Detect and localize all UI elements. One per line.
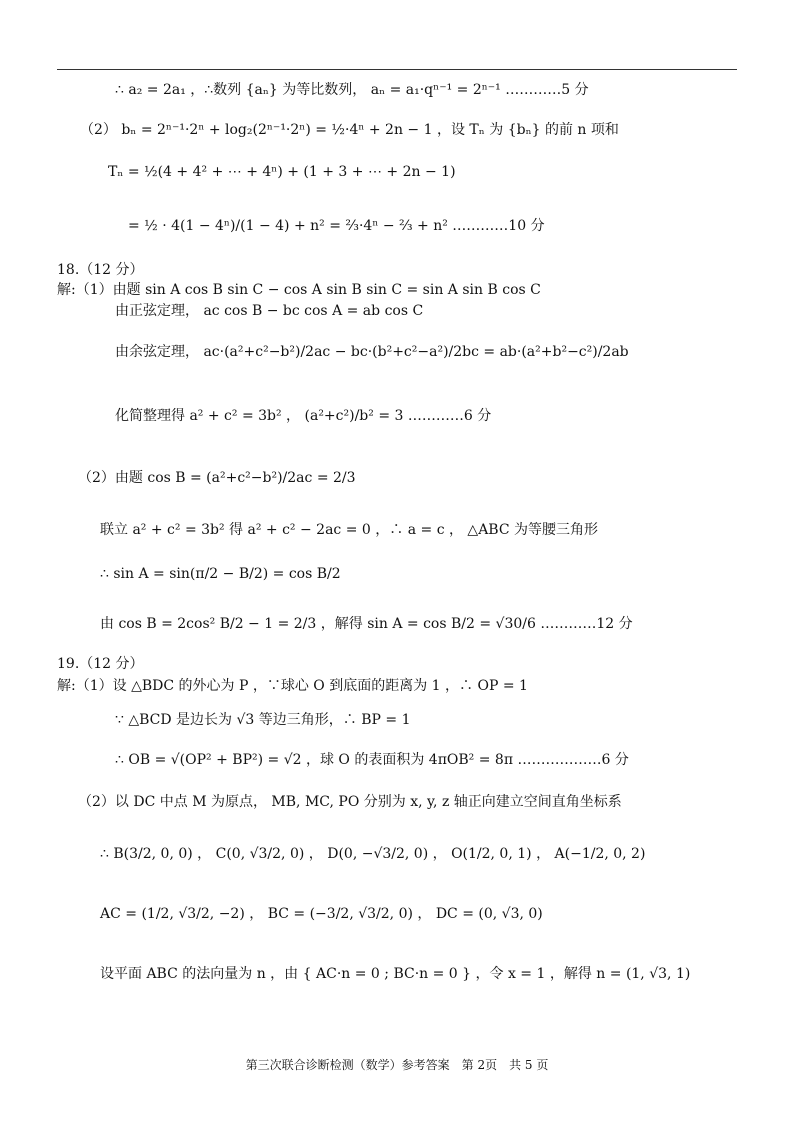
line-8-text: 由余弦定理， ac·(a²+c²−b²)/2ac − bc·(b²+c²−a²)/2bc = ab·(a²+b²−c²)/2ab: [115, 344, 629, 360]
line-3-text: Tₙ = ½(4 + 4² + ⋯ + 4ⁿ) + (1 + 3 + ⋯ + 2n − 1): [108, 164, 456, 180]
line-15: [57, 678, 528, 695]
line-10: [78, 470, 356, 487]
line-4-text: = ½ · 4(1 − 4ⁿ)/(1 − 4) + n² = ⅔·4ⁿ − ⅔ + n² …………10 分: [128, 218, 545, 234]
line-17-text: ∴ OB = √(OP² + BP²) = √2 ，球 O 的表面积为 4πOB² = 8π ………………6 分: [115, 752, 629, 768]
line-21: [100, 966, 690, 983]
line-1-text: ∴ a₂ = 2a₁ ，∴数列 {aₙ} 为等比数列， aₙ = a₁·qⁿ⁻¹ = 2ⁿ⁻¹ …………5 分: [115, 82, 589, 98]
line-15-text: 解:（1）设 △BDC 的外心为 P ，∵球心 O 到底面的距离为 1 ，∴ OP = 1: [57, 678, 528, 694]
line-6-text: 解:（1）由题 sin A cos B sin C − cos A sin B sin C = sin A sin B cos C: [57, 282, 541, 298]
line-21-text: 设平面 ABC 的法向量为 n ，由 { AC·n = 0 ; BC·n = 0 } ，令 x = 1 ，解得 n = (1, √3, 1): [100, 966, 691, 982]
line-9: [115, 408, 491, 425]
line-16: [115, 712, 410, 729]
problem-18-label: 18.（12 分）: [57, 262, 144, 278]
problem-18-heading: [57, 262, 144, 279]
line-3: [108, 164, 456, 181]
page-footer: 第三次联合诊断检测（数学）参考答案 第 2页 共 5 页: [245, 1058, 549, 1072]
line-4: [128, 218, 545, 235]
line-11: [100, 522, 598, 539]
line-19: [100, 846, 645, 863]
line-7: [115, 303, 423, 320]
line-10-text: （2）由题 cos B = (a²+c²−b²)/2ac = 2/3: [78, 470, 356, 486]
problem-19-label: 19.（12 分）: [57, 656, 144, 672]
line-20-text: AC = (1/2, √3/2, −2) ， BC = (−3/2, √3/2, 0) ， DC = (0, √3, 0): [100, 906, 543, 922]
line-11-text: 联立 a² + c² = 3b² 得 a² + c² − 2ac = 0 ，∴ a = c ， △ABC 为等腰三角形: [100, 522, 599, 538]
line-12: [100, 566, 341, 583]
line-13: [100, 616, 633, 633]
line-13-text: 由 cos B = 2cos² B/2 − 1 = 2/3 ，解得 sin A = cos B/2 = √30/6 …………12 分: [100, 616, 633, 632]
line-18-text: （2）以 DC 中点 M 为原点， MB, MC, PO 分别为 x, y, z 轴正向建立空间直角坐标系: [78, 794, 622, 810]
header-rule: [57, 69, 737, 70]
line-7-text: 由正弦定理， ac cos B − bc cos A = ab cos C: [115, 303, 424, 319]
line-8: [115, 344, 629, 361]
line-19-text: ∴ B(3/2, 0, 0) ， C(0, √3/2, 0) ， D(0, −√3/2, 0) ， O(1/2, 0, 1) ， A(−1/2, 0, 2): [100, 846, 646, 862]
line-2: [80, 122, 619, 139]
line-2-text: （2） bₙ = 2ⁿ⁻¹·2ⁿ + log₂(2ⁿ⁻¹·2ⁿ) = ½·4ⁿ + 2n − 1 ，设 Tₙ 为 {bₙ} 的前 n 项和: [80, 122, 619, 138]
line-20: [100, 906, 543, 923]
line-18: [78, 794, 622, 811]
line-9-text: 化简整理得 a² + c² = 3b² ， (a²+c²)/b² = 3 …………6 分: [115, 408, 492, 424]
line-1: [115, 82, 589, 99]
line-6: [57, 282, 541, 299]
line-12-text: ∴ sin A = sin(π/2 − B/2) = cos B/2: [100, 566, 341, 582]
line-16-text: ∵ △BCD 是边长为 √3 等边三角形，∴ BP = 1: [115, 712, 411, 728]
line-17: [115, 752, 629, 769]
problem-19-heading: [57, 656, 144, 673]
